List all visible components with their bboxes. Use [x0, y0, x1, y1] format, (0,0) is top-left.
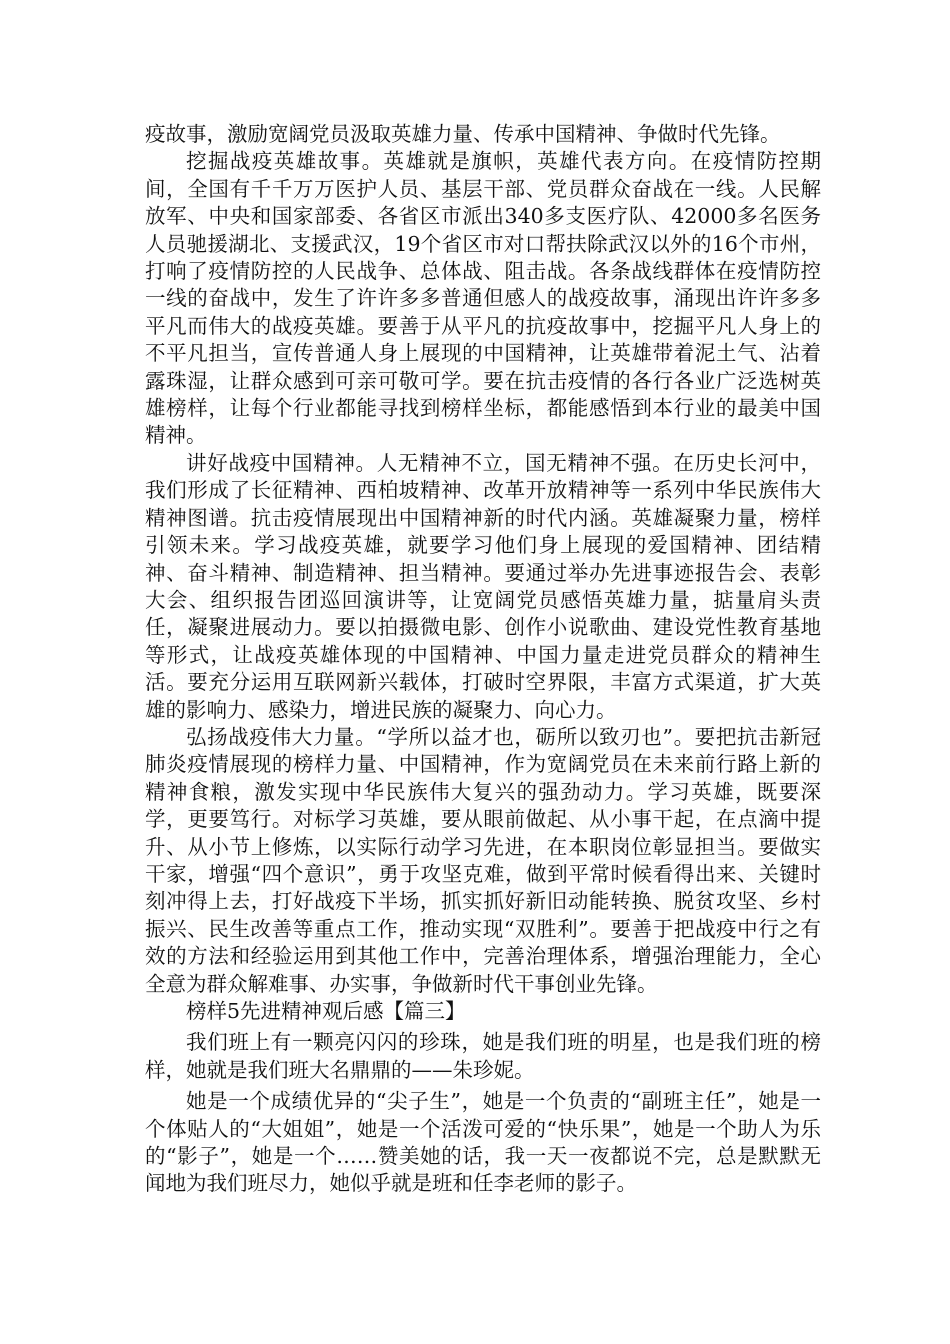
document-body [145, 121, 821, 1198]
paragraph-classmate-intro: 我们班上有一颗亮闪闪的珍珠，她是我们班的明星，也是我们班的榜样，她就是我们班大名鼎鼎的——朱珍妮。 [145, 1030, 821, 1082]
paragraph-great-strength: 弘扬战疫伟大力量。“学所以益才也，砺所以致刃也”。要把抗击新冠肺炎疫情展现的榜样力量、中国精神，作为宽阔党员在未来前行路上新的精神食粮，激发实现中华民族伟大复兴的强劲动力。学习英雄，既要深学，更要笃行。对标学习英雄，要从眼前做起、从小事干起，在点滴中提升、从小节上修炼，以实际行动学习先进，在本职岗位彰显担当。要做实干家，增强“四个意识”，勇于攻坚克难，做到平常时候看得出来、关键时刻冲得上去，打好战疫下半场，抓实抓好新旧动能转换、脱贫攻坚、乡村振兴、民生改善等重点工作，推动实现“双胜利”。要善于把战疫中行之有效的方法和经验运用到其他工作中，完善治理体系，增强治理能力，全心全意为群众解难事、办实事，争做新时代干事创业先锋。 [145, 724, 821, 996]
paragraph-continuation: 疫故事，激励宽阔党员汲取英雄力量、传承中国精神、争做时代先锋。 [145, 122, 781, 146]
paragraph-classmate-praise: 她是一个成绩优异的“尖子生”，她是一个负责的“副班主任”，她是一个体贴人的“大姐姐”，她是一个活泼可爱的“快乐果”，她是一个助人为乐的“影子”，她是一个……赞美她的话，我一天一夜都说不完，总是默默无闻地为我们班尽力，她似乎就是班和任李老师的影子。 [145, 1089, 821, 1196]
section-heading: 榜样5先进精神观后感【篇三】 [186, 999, 466, 1023]
paragraph-china-spirit: 讲好战疫中国精神。人无精神不立，国无精神不强。在历史长河中，我们形成了长征精神、西柏坡精神、改革开放精神等一系列中华民族伟大精神图谱。抗击疫情展现出中国精神新的时代内涵。英雄凝聚力量，榜样引领未来。学习战疫英雄，就要学习他们身上展现的爱国精神、团结精神、奋斗精神、制造精神、担当精神。要通过举办先进事迹报告会、表彰大会、组织报告团巡回演讲等，让宽阔党员感悟英雄力量，掂量肩头责任，凝聚进展动力。要以拍摄微电影、创作小说歌曲、建设党性教育基地等形式，让战疫英雄体现的中国精神、中国力量走进党员群众的精神生活。要充分运用互联网新兴载体，打破时空界限，丰富方式渠道，扩大英雄的影响力、感染力，增进民族的凝聚力、向心力。 [145, 450, 821, 722]
paragraph-hero-stories: 挖掘战疫英雄故事。英雄就是旗帜，英雄代表方向。在疫情防控期间，全国有千千万万医护人员、基层干部、党员群众奋战在一线。人民解放军、中央和国家部委、各省区市派出340多支医疗队、42000多名医务人员驰援湖北、支援武汉，19个省区市对口帮扶除武汉以外的16个市州，打响了疫情防控的人民战争、总体战、阻击战。各条战线群体在疫情防控一线的奋战中，发生了许许多多普通但感人的战疫故事，涌现出许许多多平凡而伟大的战疫英雄。要善于从平凡的抗疫故事中，挖掘平凡人身上的不平凡担当，宣传普通人身上展现的中国精神，让英雄带着泥土气、沾着露珠湿，让群众感到可亲可敬可学。要在抗击疫情的各行各业广泛选树英雄榜样，让每个行业都能寻找到榜样坐标，都能感悟到本行业的最美中国精神。 [145, 149, 821, 448]
